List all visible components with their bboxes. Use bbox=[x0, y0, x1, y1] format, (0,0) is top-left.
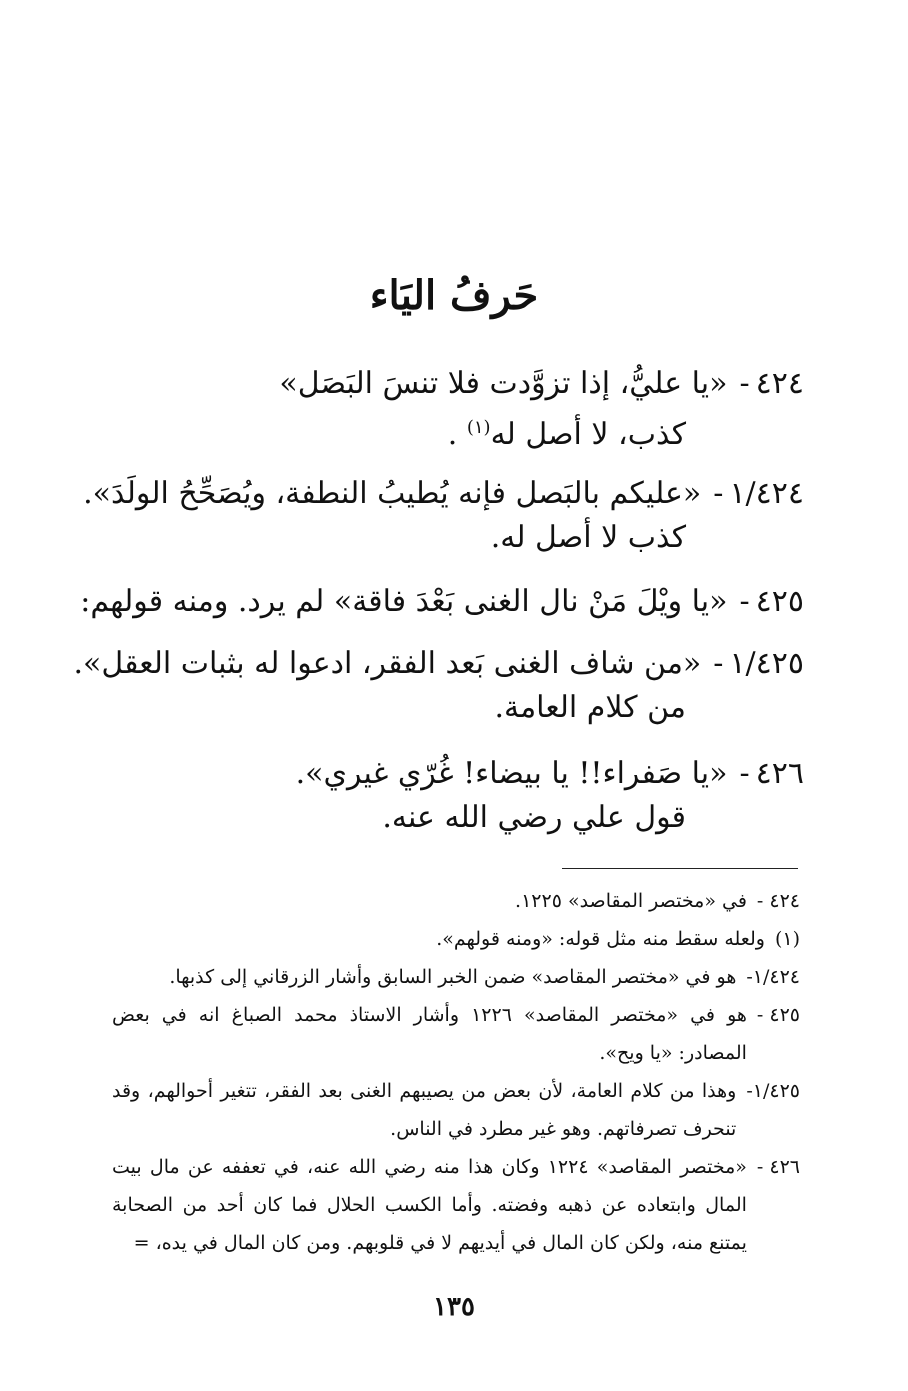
verdict-end: . bbox=[447, 417, 458, 452]
entry-number: ١/٤٢٥ bbox=[729, 646, 804, 681]
footnote-marker: (١) bbox=[466, 417, 491, 438]
entry-number: ٤٢٦ bbox=[755, 756, 804, 791]
footnote-text: وهذا من كلام العامة، لأن بعض من يصيبهم الغنى بعد الفقر، تتغير أحوالهم، وقد تنحرف تصرفاتهم. وهو غير مطرد في الناس. bbox=[112, 1080, 737, 1140]
entry-424-1 bbox=[83, 472, 804, 560]
footnote bbox=[112, 920, 800, 958]
entry-text: «يا ويْلَ مَنْ نال الغنى بَعْدَ فاقة» لم يرد. ومنه قولهم: bbox=[80, 584, 728, 619]
entry-dash: - bbox=[713, 476, 724, 511]
entry-text: «يا صَفراء!! يا بيضاء! غُرّي غيري». bbox=[295, 756, 728, 791]
entry-number: ٤٢٤ bbox=[755, 366, 804, 401]
footnote bbox=[112, 1072, 800, 1148]
verdict-text: كذب، لا أصل له bbox=[490, 417, 686, 452]
footnote-text: هو في «مختصر المقاصد» ١٢٢٦ وأشار الاستاذ محمد الصباغ انه في بعض المصادر: «يا ويح». bbox=[112, 1004, 747, 1064]
footnote-label: (١) bbox=[774, 928, 800, 950]
entry-text: «عليكم بالبَصل فإنه يُطيبُ النطفة، ويُصَحِّحُ الولَدَ». bbox=[83, 476, 702, 511]
entry-dash: - bbox=[739, 584, 750, 619]
page-number: ١٣٥ bbox=[433, 1292, 475, 1322]
entry-verdict: من كلام العامة. bbox=[494, 690, 686, 725]
entry-text: «يا عليُّ، إذا تزوَّدت فلا تنسَ البَصَل» bbox=[279, 366, 728, 401]
footnote-separator bbox=[562, 868, 798, 869]
entry-number: ١/٤٢٤ bbox=[729, 476, 804, 511]
footnote bbox=[112, 1148, 800, 1262]
footnote-text: ولعله سقط منه مثل قوله: «ومنه قولهم». bbox=[436, 928, 765, 950]
footnote-text: «مختصر المقاصد» ١٢٢٤ وكان هذا منه رضي الله عنه، في تعففه عن مال بيت المال وابتعاده عن ذهبه وفضته. وأما الكسب الحلال فما كان أحد من الصحابة يمتنع منه، ولكن كان المال في أيديهم لا في قلوبهم. ومن كان المال في يده، = bbox=[112, 1156, 747, 1254]
footnote-label: ٤٢٤ - bbox=[756, 890, 800, 912]
footnote-label: ٤٢٥ - bbox=[756, 1004, 800, 1026]
entry-424 bbox=[100, 362, 804, 457]
entry-verdict bbox=[100, 406, 686, 457]
entry-dash: - bbox=[739, 366, 750, 401]
entry-425 bbox=[80, 580, 804, 624]
entry-426 bbox=[100, 752, 804, 840]
entry-425-1 bbox=[73, 642, 804, 730]
footnote-label: ٤٢٦ - bbox=[756, 1156, 800, 1178]
footnote-label: ١/٤٢٤- bbox=[746, 966, 800, 988]
entry-number: ٤٢٥ bbox=[755, 584, 804, 619]
footnote bbox=[112, 882, 800, 920]
entry-text: «من شاف الغنى بَعد الفقر، ادعوا له بثبات العقل». bbox=[73, 646, 702, 681]
footnote-text: هو في «مختصر المقاصد» ضمن الخبر السابق وأشار الزرقاني إلى كذبها. bbox=[169, 966, 737, 988]
chapter-title: حَرفُ اليَاء bbox=[369, 272, 539, 319]
entry-verdict: قول علي رضي الله عنه. bbox=[382, 800, 686, 835]
footnote bbox=[112, 996, 800, 1072]
footnote bbox=[112, 958, 800, 996]
entry-dash: - bbox=[713, 646, 724, 681]
entry-dash: - bbox=[739, 756, 750, 791]
footnote-label: ١/٤٢٥- bbox=[746, 1080, 800, 1102]
footnotes bbox=[112, 882, 800, 1262]
footnote-text: في «مختصر المقاصد» ١٢٢٥. bbox=[515, 890, 747, 912]
entry-verdict: كذب لا أصل له. bbox=[490, 520, 686, 555]
